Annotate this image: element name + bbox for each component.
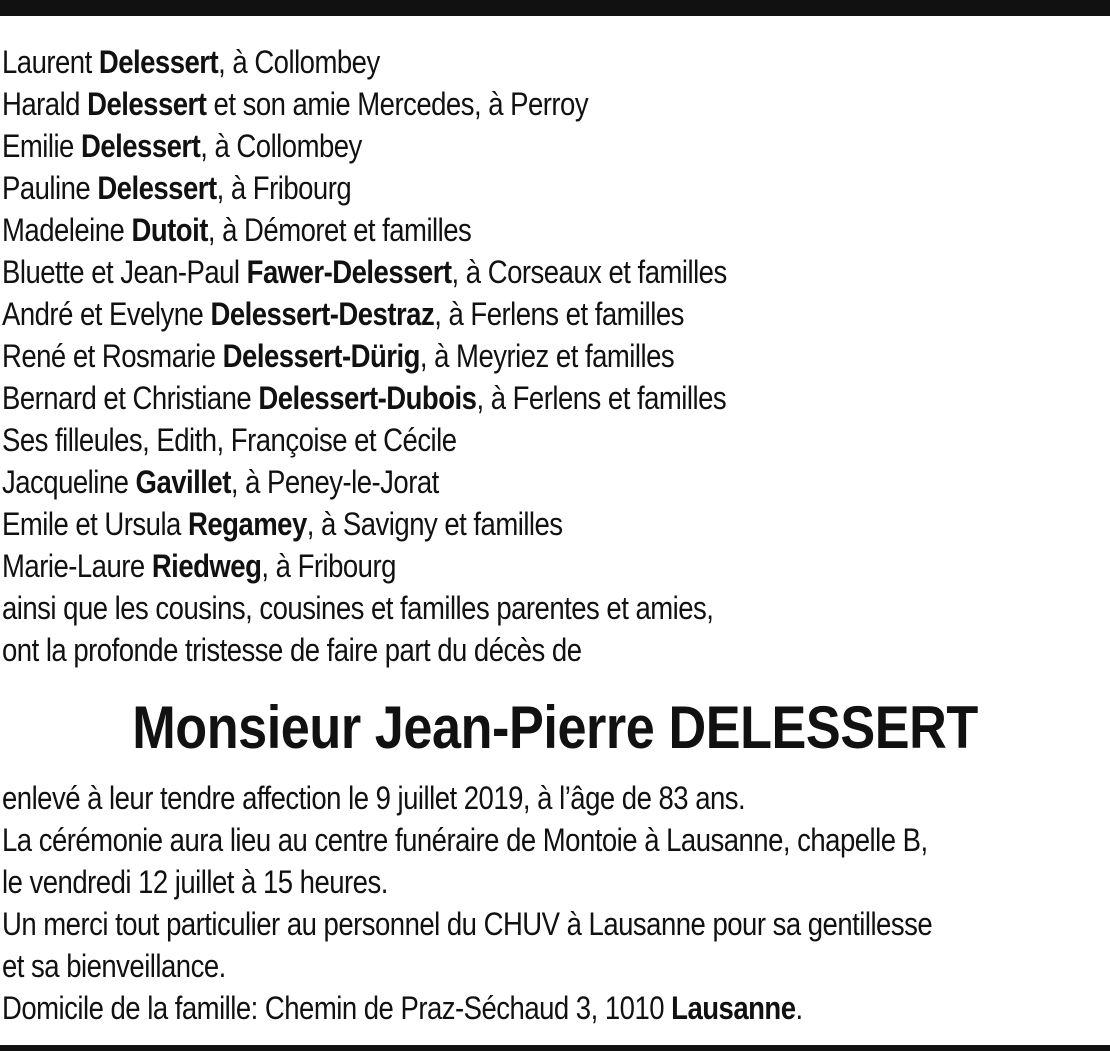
ceremony-details xyxy=(2,777,1084,1029)
family-line: Madeleine Dutoit, à Démoret et familles xyxy=(2,212,472,248)
family-line: Harald Delessert et son amie Mercedes, à Perroy xyxy=(2,86,589,122)
deceased-name: Monsieur Jean-Pierre DELESSERT xyxy=(132,694,978,761)
family-line: Bernard et Christiane Delessert-Dubois, à Ferlens et familles xyxy=(2,380,727,416)
family-line: René et Rosmarie Delessert-Dürig, à Meyriez et familles xyxy=(2,338,675,374)
family-line: Emilie Delessert, à Collombey xyxy=(2,128,362,164)
family-list xyxy=(2,41,845,671)
detail-line: enlevé à leur tendre affection le 9 juillet 2019, à l’âge de 83 ans. xyxy=(2,780,746,816)
detail-line: Domicile de la famille: Chemin de Praz-Séchaud 3, 1010 Lausanne. xyxy=(2,990,803,1026)
family-line: Emile et Ursula Regamey, à Savigny et familles xyxy=(2,506,563,542)
family-line: ainsi que les cousins, cousines et familles parentes et amies, xyxy=(2,590,714,626)
detail-line: et sa bienveillance. xyxy=(2,948,226,984)
detail-line: le vendredi 12 juillet à 15 heures. xyxy=(2,864,388,900)
family-line: Jacqueline Gavillet, à Peney-le-Jorat xyxy=(2,464,439,500)
family-line: ont la profonde tristesse de faire part du décès de xyxy=(2,632,582,668)
family-line: Marie-Laure Riedweg, à Fribourg xyxy=(2,548,396,584)
family-line: Bluette et Jean-Paul Fawer-Delessert, à Corseaux et familles xyxy=(2,254,727,290)
family-line: André et Evelyne Delessert-Destraz, à Ferlens et familles xyxy=(2,296,684,332)
family-line: Pauline Delessert, à Fribourg xyxy=(2,170,352,206)
top-rule xyxy=(0,0,1110,16)
family-line: Laurent Delessert, à Collombey xyxy=(2,44,380,80)
family-line: Ses filleules, Edith, Françoise et Cécile xyxy=(2,422,457,458)
detail-line: La cérémonie aura lieu au centre funéraire de Montoie à Lausanne, chapelle B, xyxy=(2,822,928,858)
detail-line: Un merci tout particulier au personnel du CHUV à Lausanne pour sa gentillesse xyxy=(2,906,933,942)
bottom-rule xyxy=(0,1045,1110,1051)
